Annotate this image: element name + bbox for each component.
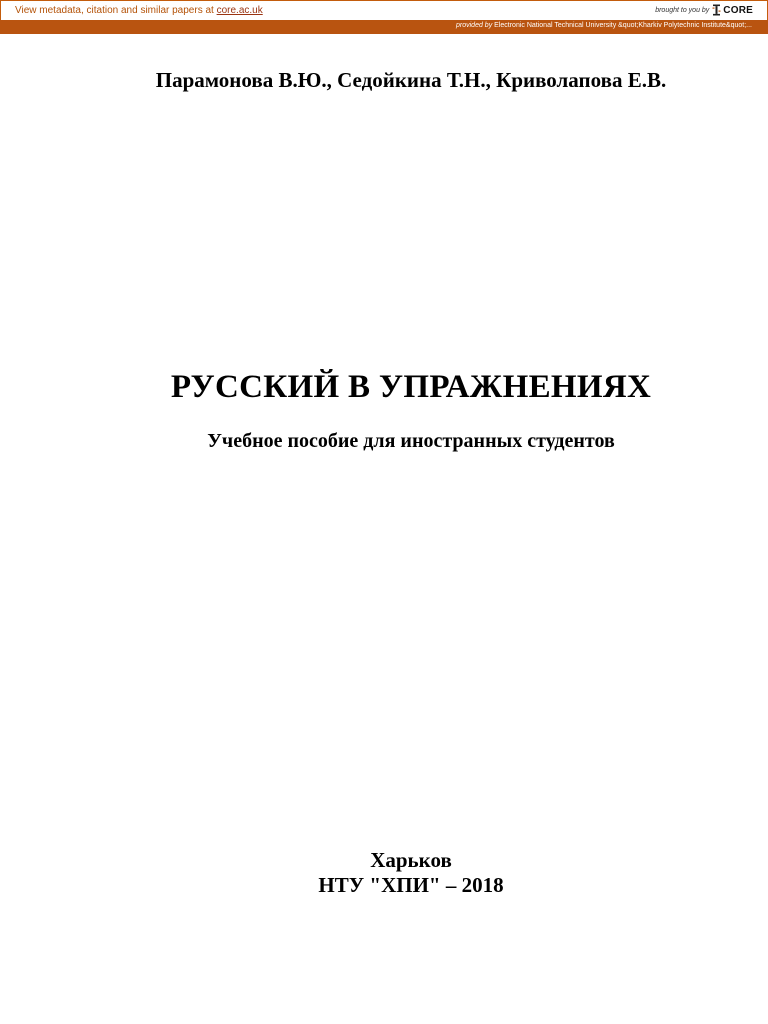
book-title: РУССКИЙ В УПРАЖНЕНИЯХ	[170, 369, 652, 405]
brought-by-core[interactable]	[655, 4, 753, 16]
core-banner-provider-bar	[0, 20, 768, 34]
core-logo-icon	[712, 4, 721, 16]
publication-city: Харьков	[370, 848, 452, 872]
provided-by-label: provided by	[456, 22, 493, 29]
authors: Парамонова В.Ю., Седойкина Т.Н., Криволапова Е.В.	[155, 68, 667, 92]
provided-by-source: Electronic National Technical University &quot;Kharkiv Polytechnic Institute&quot;...	[494, 22, 752, 29]
book-subtitle: Учебное пособие для иностранных студентов	[207, 430, 615, 452]
metadata-notice	[15, 5, 263, 16]
core-ac-uk-link[interactable]: core.ac.uk	[216, 5, 263, 16]
core-logo-text: CORE	[723, 4, 753, 16]
brought-to-you-text: brought to you by	[655, 6, 710, 14]
provided-by-notice[interactable]	[456, 22, 752, 29]
publisher-year: НТУ "ХПИ" – 2018	[318, 873, 504, 897]
core-banner	[0, 0, 768, 34]
metadata-text: View metadata, citation and similar papers at	[15, 5, 217, 16]
core-banner-top	[0, 0, 768, 21]
